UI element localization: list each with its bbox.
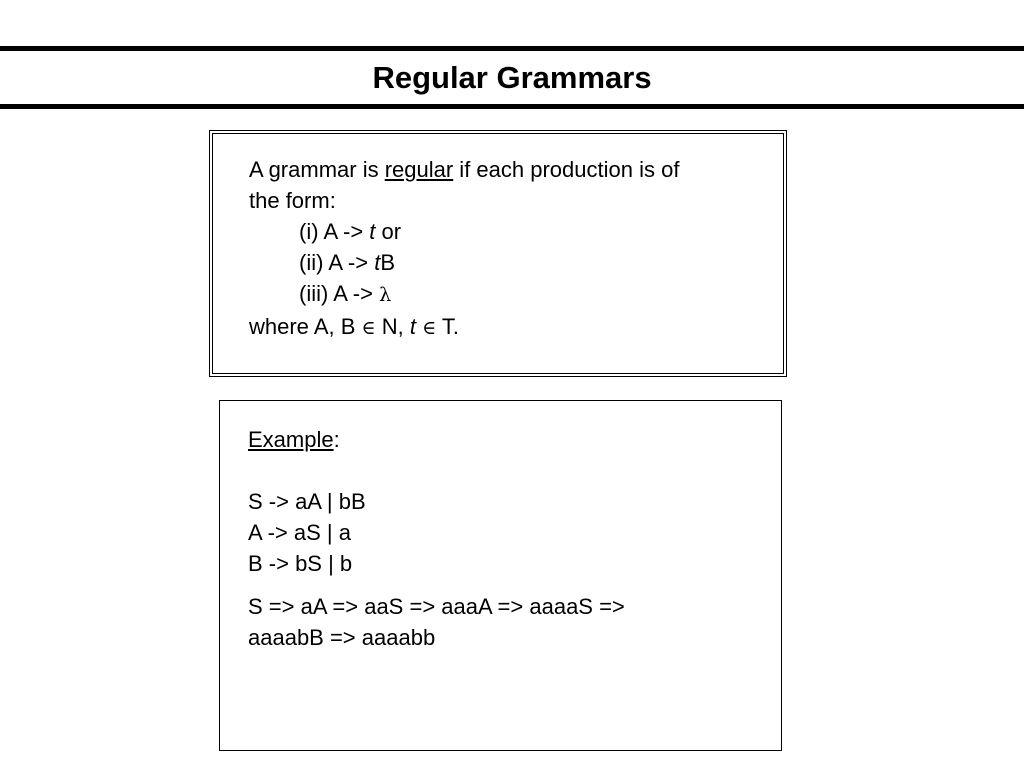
example-box	[219, 400, 782, 751]
spacer	[248, 455, 768, 486]
intro-post: if each production is of	[453, 157, 680, 182]
where-var: t	[409, 314, 416, 339]
rule-1-pre: (i) A ->	[299, 219, 370, 244]
rule-2-pre: (ii) A ->	[299, 250, 375, 275]
where-clause	[249, 311, 759, 344]
rule-3	[249, 278, 759, 311]
definition-intro	[249, 154, 759, 185]
element-of-symbol: ∈	[422, 317, 437, 339]
rule-3-pre: (iii) A ->	[299, 281, 380, 306]
definition-intro-line2: the form:	[249, 188, 336, 213]
where-mid: N,	[375, 314, 410, 339]
example-text	[248, 424, 768, 653]
where-post: T.	[436, 314, 459, 339]
spacer	[248, 579, 768, 591]
rule-1	[249, 216, 759, 247]
rule-1-var: t	[369, 219, 376, 244]
rule-2	[249, 247, 759, 278]
derivation-line: aaaabB => aaaabb	[248, 625, 436, 650]
top-rule	[0, 46, 1024, 51]
lambda-symbol: λ	[379, 284, 392, 306]
production-line: B -> bS | b	[248, 551, 353, 576]
production-line: A -> aS | a	[248, 520, 351, 545]
derivation-line: S => aA => aaS => aaaA => aaaaS =>	[248, 594, 625, 619]
definition-text	[249, 154, 759, 344]
example-label: Example	[248, 427, 334, 452]
intro-pre: A grammar is	[249, 157, 385, 182]
regular-term: regular	[384, 157, 454, 182]
example-colon: :	[333, 427, 340, 452]
where-pre: where A, B	[249, 314, 362, 339]
bottom-rule	[0, 104, 1024, 109]
slide-title: Regular Grammars	[372, 60, 652, 95]
production-line: S -> aA | bB	[248, 489, 366, 514]
rule-2-var: t	[374, 250, 381, 275]
rule-2-post: B	[380, 250, 395, 275]
element-of-symbol: ∈	[361, 317, 376, 339]
example-heading	[248, 424, 768, 455]
definition-box	[209, 130, 787, 377]
rule-1-post: or	[375, 219, 402, 244]
